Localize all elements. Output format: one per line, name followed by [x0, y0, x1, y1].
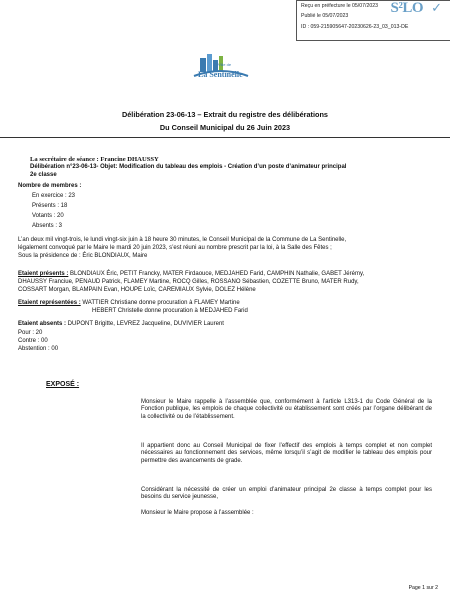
document-subtitle: Du Conseil Municipal du 26 Juin 2023: [159, 123, 291, 132]
present-line1: [18, 271, 364, 279]
represented-line2: HEBERT Christelle donne procuration à MEDJAHED Farid: [92, 308, 248, 314]
expose-paragraph-3: Considérant la nécessité de créer un emploi d’animateur principal 2e classe à temps complet pour les besoins du service jeunesse,: [141, 487, 432, 501]
prefecture-stamp: [296, 0, 450, 41]
absent-label: Etaient absents :: [18, 321, 67, 327]
deliberation-object-line1: Délibération n°23-06-13- Objet: Modification du tableau des emplois - Création d’un poste d’animateur principal: [30, 164, 347, 170]
represented-line1: [18, 300, 240, 308]
secretary-line: La secrétaire de séance : Francine DHAUSSY: [30, 156, 159, 163]
absent-line: [18, 321, 224, 329]
logo-town-name: La Sentinelle: [198, 70, 243, 79]
header-divider: [0, 137, 450, 138]
stamp-published: Publié le 05/07/2023: [301, 13, 349, 19]
expose-paragraph-4: Monsieur le Maire propose à l’assemblée :: [141, 510, 254, 516]
present-line2: DHAUSSY Franciue, PENAUD Patrick, FLAMEY Martine, ROCQ Gilles, ROSSANO Sébastien, COZETTE Bruno, MATER Rudy,: [18, 279, 359, 285]
expose-paragraph-1: Monsieur le Maire rappelle à l’assemblée que, conformément à l’article L313-1 du Code Général de la Fonction publique, les emplois de chaque collectivité ou établissement sont créés par l’organe délibérant de la collectivité ou de l’établissement.: [141, 399, 432, 420]
vote-pour: Pour : 20: [18, 330, 43, 336]
document-title: Délibération 23-06-13 – Extrait du registre des délibérations: [121, 110, 328, 119]
present-line3: COSSART Morgan, BLAMPAIN Evan, HOUPE Loïc, CAREMIAUX Sylvie, DOLEZ Hélène: [18, 287, 256, 293]
members-title: Nombre de membres :: [18, 183, 82, 189]
represented-names: WATTIER Christiane donne procuration à FLAMEY Martine: [80, 300, 240, 306]
members-item: Absents : 3: [32, 223, 63, 229]
members-item: Votants : 20: [32, 213, 64, 219]
expose-heading: EXPOSÉ :: [46, 381, 80, 388]
vote-abstention: Abstention : 00: [18, 346, 59, 352]
members-item: En exercice : 23: [32, 193, 76, 199]
members-item: Présents : 18: [32, 203, 68, 209]
stamp-received: Reçu en préfecture le 05/07/2023: [301, 3, 379, 9]
present-names: BLONDIAUX Éric, PETIT Francky, MATER Firdaouce, MEDJAHED Farid, CAMPHIN Nathalie, GABET Jérémy,: [68, 271, 365, 277]
present-label: Etaient présents :: [18, 271, 69, 277]
page-number: Page 1 sur 2: [408, 585, 438, 591]
deliberation-object-line2: 2e classe: [30, 172, 57, 178]
stamp-id: ID : 059-215905647-20230626-23_03_013-DE: [301, 24, 409, 30]
represented-label: Etaient représentées :: [18, 300, 81, 306]
absent-names: DUPONT Brigitte, LEVREZ Jacqueline, DUVIVIER Laurent: [66, 321, 224, 327]
expose-paragraph-2: Il appartient donc au Conseil Municipal de fixer l’effectif des emplois à temps complet et non complet nécessaires au fonctionnement des services, même lorsqu’il s’agit de modifier le tableau des emplois pour permettre des avancements de grade.: [141, 443, 432, 464]
logo-small-text: Ville de: [218, 62, 232, 67]
slo-logo: S²LO: [390, 0, 423, 16]
intro-line1: L’an deux mil vingt-trois, le lundi vingt-six juin à 18 heure 30 minutes, le Conseil Municipal de la Commune de La Sentinelle,: [18, 237, 347, 243]
intro-line3: Sous la présidence de : Éric BLONDIAUX, Maire: [18, 253, 148, 259]
intro-line2: légalement convoqué par le Maire le mardi 20 juin 2023, s’est réuni au nombre prescrit par la loi, à la Salle des Fêtes ;: [18, 245, 332, 251]
vote-contre: Contre : 00: [18, 338, 48, 344]
check-icon: ✓: [431, 0, 442, 15]
